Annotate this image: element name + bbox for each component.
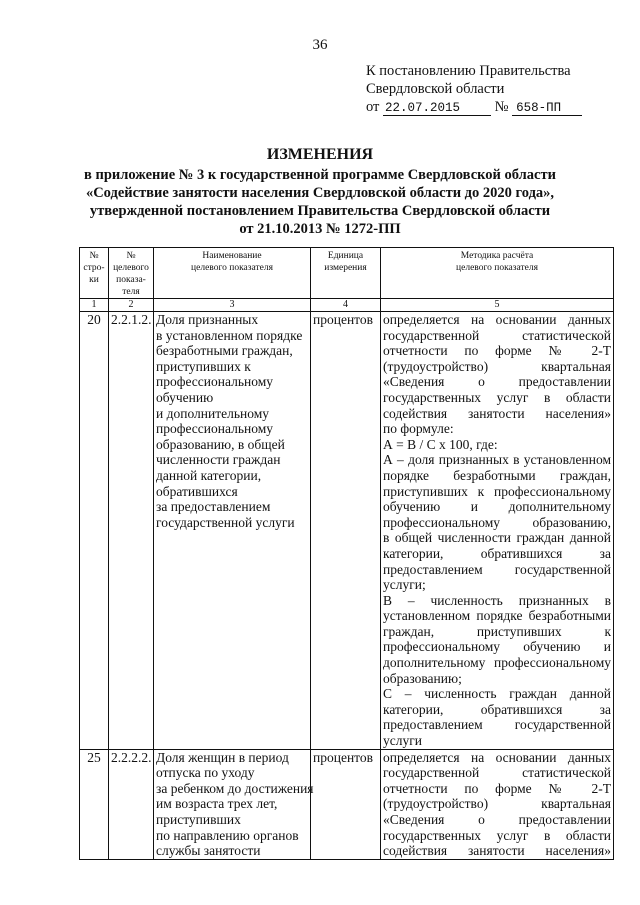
indicator-name-line: обучению	[156, 389, 214, 405]
method-line: порядке безработными граждан,	[383, 467, 611, 483]
indicator-name-line: обратившихся	[156, 483, 238, 499]
date-prefix: от	[366, 99, 380, 115]
method-line: предоставлением государственной	[383, 717, 611, 733]
method-line: содействия занятости населения»	[383, 405, 611, 421]
column-index: 3	[154, 299, 311, 312]
indicator-name-line: Доля женщин в период	[156, 749, 289, 765]
attachment-line-1: К постановлению Правительства	[366, 63, 571, 79]
method-line: А – доля признанных в установленном	[383, 452, 611, 468]
method-line: содействия занятости населения»	[383, 843, 611, 859]
table-row	[80, 312, 614, 750]
method-line: С – численность граждан данной	[383, 686, 611, 702]
page-number: 36	[312, 37, 328, 53]
unit: процентов	[311, 312, 381, 750]
table-row	[80, 749, 614, 859]
method-line: государственных услуг в области	[383, 389, 611, 405]
method-line: приступивших к профессиональному	[383, 483, 611, 499]
method-line: «Сведения о предоставлении	[383, 374, 611, 390]
attachment-date-line	[366, 98, 582, 116]
indicator-name-line: отпуска по уходу	[156, 765, 255, 781]
indicator-name-line: образованию, в общей	[156, 436, 285, 452]
column-index: 2	[109, 299, 154, 312]
header-label-line: ки	[89, 275, 99, 285]
method-line: определяется на основании данных	[383, 749, 611, 765]
header-label-line: измерения	[324, 263, 367, 273]
method-line: в общей численности граждан данной	[383, 530, 611, 546]
header-label-line: Единица	[327, 251, 364, 261]
table-header-row	[80, 248, 614, 299]
attachment-block	[366, 62, 582, 116]
attachment-line-2: Свердловской области	[366, 81, 505, 97]
header-method	[381, 248, 614, 299]
method-line: образованию;	[383, 670, 462, 686]
header-label-line: показа-	[116, 275, 146, 285]
indicator-name	[154, 749, 314, 859]
indicator-name-line: безработными граждан,	[156, 343, 293, 359]
method-line: профессиональному обучению и	[383, 639, 611, 655]
indicator-name-line: и дополнительному	[156, 405, 269, 421]
title-line-2: в приложение № 3 к государственной программе Свердловской области	[84, 167, 556, 183]
method-line: отчетности по форме № 2-Т	[383, 780, 611, 796]
title-line-5: от 21.10.2013 № 1272-ПП	[239, 221, 401, 237]
indicator-name-line: за ребенком до достижения	[156, 780, 314, 796]
header-label-line: целевого показателя	[191, 263, 273, 273]
indicator-name-line: в установленном порядке	[156, 327, 303, 343]
title-line-3: «Содействие занятости населения Свердловской области до 2020 года»,	[85, 185, 555, 201]
header-row-number	[80, 248, 109, 299]
method-line: определяется на основании данных	[383, 312, 611, 327]
unit: процентов	[311, 749, 381, 859]
method-line: граждан, приступивших к	[383, 623, 611, 639]
document-date: 22.07.2015	[383, 101, 491, 116]
header-label-line: Наименование	[202, 251, 262, 261]
header-label-line: теля	[122, 287, 140, 297]
number-prefix: №	[494, 99, 509, 115]
method-line: В – численность признанных в	[383, 592, 611, 608]
header-label-line: №	[89, 251, 99, 261]
indicator-number: 2.2.2.2.	[109, 749, 154, 859]
method-line: установленном порядке безработными	[383, 608, 611, 624]
indicator-name-line: приступивших	[156, 812, 241, 827]
header-label-line: Методика расчёта	[460, 251, 534, 261]
title-line-4: утвержденной постановлением Правительства Свердловской области	[89, 203, 551, 219]
row-number: 25	[80, 749, 109, 859]
method-line: профессиональному образованию,	[383, 514, 611, 530]
header-label-line: №	[126, 251, 136, 261]
indicator-number: 2.2.1.2.	[109, 312, 154, 750]
indicator-name-line: приступивших к	[156, 358, 251, 374]
indicator-name	[154, 312, 311, 750]
indicator-name-line: профессиональному	[156, 374, 273, 390]
method-line: категории, обратившихся за	[383, 701, 611, 717]
indicator-name-line: Доля признанных	[156, 312, 259, 327]
indicator-name-line: государственной услуги	[156, 514, 295, 530]
title-main: ИЗМЕНЕНИЯ	[266, 146, 374, 163]
indicator-name-line: данной категории,	[156, 467, 262, 483]
indicators-table	[79, 247, 614, 860]
column-index: 1	[80, 299, 109, 312]
method-line: отчетности по форме № 2-Т	[383, 343, 611, 359]
indicator-name-line: по направлению органов	[156, 827, 299, 843]
method-line: государственной статистической	[383, 765, 611, 781]
header-indicator-name	[154, 248, 311, 299]
indicator-name-line: численности граждан	[156, 452, 281, 468]
method-line: «Сведения о предоставлении	[383, 812, 611, 827]
method-line: предоставлением государственной	[383, 561, 611, 577]
row-number: 20	[80, 312, 109, 750]
header-label-line: стро-	[83, 263, 105, 273]
document-number: 658-ПП	[512, 101, 582, 116]
method	[381, 312, 614, 750]
column-index: 4	[311, 299, 381, 312]
method-line: государственных услуг в области	[383, 827, 611, 843]
column-index-row	[80, 299, 614, 312]
method-line: дополнительному профессиональному	[383, 655, 611, 671]
document-title	[40, 146, 600, 238]
indicator-name-line: профессиональному	[156, 421, 273, 437]
method-line: категории, обратившихся за	[383, 545, 611, 561]
header-label-line: целевого	[113, 263, 149, 273]
method-line: обучению и дополнительному	[383, 499, 611, 515]
column-index: 5	[381, 299, 614, 312]
method-line: государственной статистической	[383, 327, 611, 343]
method-line: А = В / С х 100, где:	[383, 436, 498, 452]
indicator-name-line: им возраста трех лет,	[156, 796, 278, 812]
method-line: (трудоустройство) квартальная	[383, 796, 611, 812]
indicator-name-line: за предоставлением	[156, 499, 271, 515]
header-unit	[311, 248, 381, 299]
header-label-line: целевого показателя	[456, 263, 538, 273]
method-line: по формуле:	[383, 421, 454, 437]
method-line: услуги	[383, 733, 422, 749]
method-line: услуги;	[383, 577, 426, 593]
method-line: (трудоустройство) квартальная	[383, 358, 611, 374]
method	[381, 749, 614, 859]
indicator-name-line: службы занятости	[156, 843, 261, 859]
header-indicator-number	[109, 248, 154, 299]
